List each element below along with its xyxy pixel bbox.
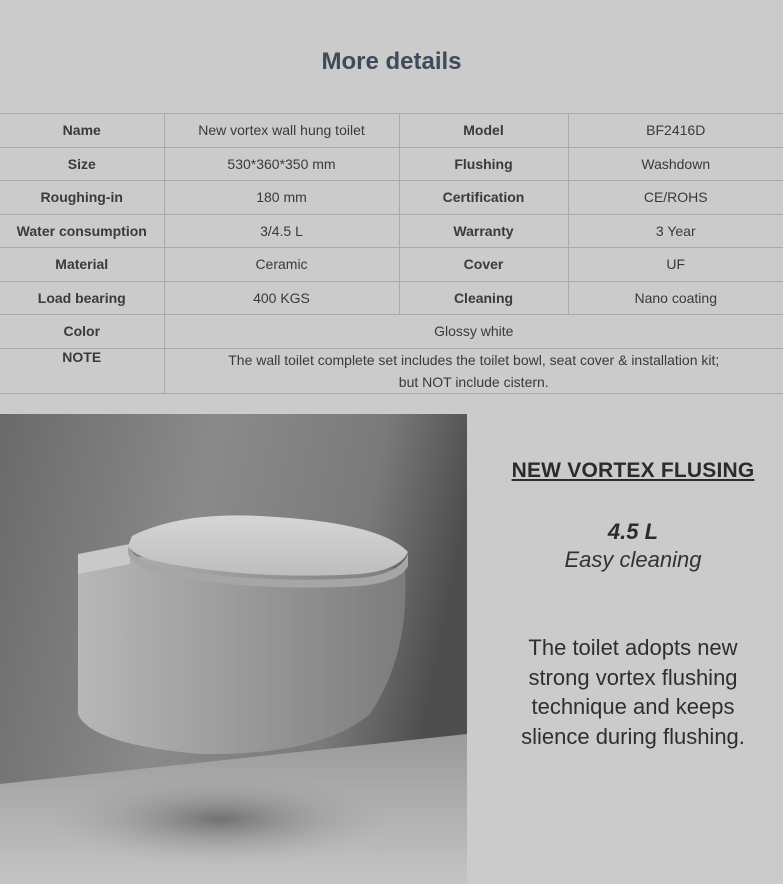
feature-desc-line: strong vortex flushing — [528, 664, 738, 690]
feature-desc-line: slience during flushing. — [521, 723, 745, 749]
spec-label: Cleaning — [399, 281, 568, 315]
table-row — [0, 214, 783, 248]
feature-description — [490, 633, 776, 751]
table-row — [0, 114, 783, 148]
spec-value: 3 Year — [568, 214, 783, 248]
spec-label: Model — [399, 114, 568, 148]
color-value: Glossy white — [164, 315, 783, 349]
note-value — [164, 348, 783, 393]
spec-label: Warranty — [399, 214, 568, 248]
spec-value: 3/4.5 L — [164, 214, 399, 248]
note-label: NOTE — [0, 348, 164, 393]
table-row-color — [0, 315, 783, 349]
feature-panel — [490, 414, 776, 751]
section-title: More details — [321, 48, 462, 75]
feature-heading: NEW VORTEX FLUSING — [511, 459, 755, 482]
product-photo — [0, 414, 467, 884]
feature-subtitle: Easy cleaning — [564, 547, 702, 572]
spec-value: UF — [568, 248, 783, 282]
table-row — [0, 248, 783, 282]
table-row — [0, 181, 783, 215]
spec-value: CE/ROHS — [568, 181, 783, 215]
color-label: Color — [0, 315, 164, 349]
spec-label: Size — [0, 147, 164, 181]
table-row-note — [0, 348, 783, 393]
spec-value: New vortex wall hung toilet — [164, 114, 399, 148]
feature-desc-line: technique and keeps — [531, 694, 735, 719]
spec-label: Name — [0, 114, 164, 148]
spec-label: Roughing-in — [0, 181, 164, 215]
spec-value: Nano coating — [568, 281, 783, 315]
feature-volume: 4.5 L — [607, 519, 659, 544]
spec-label: Material — [0, 248, 164, 282]
spec-label: Cover — [399, 248, 568, 282]
spec-label: Certification — [399, 181, 568, 215]
spec-value: Washdown — [568, 147, 783, 181]
note-line: but NOT include cistern. — [398, 373, 549, 390]
specs-table — [0, 113, 783, 394]
table-row — [0, 147, 783, 181]
spec-label: Flushing — [399, 147, 568, 181]
feature-desc-line: The toilet adopts new — [528, 635, 738, 660]
spec-label: Load bearing — [0, 281, 164, 315]
spec-value: BF2416D — [568, 114, 783, 148]
spec-value: 180 mm — [164, 181, 399, 215]
table-row — [0, 281, 783, 315]
spec-value: Ceramic — [164, 248, 399, 282]
spec-value: 530*360*350 mm — [164, 147, 399, 181]
spec-label: Water consumption — [0, 214, 164, 248]
spec-value: 400 KGS — [164, 281, 399, 315]
note-line: The wall toilet complete set includes the toilet bowl, seat cover & installation kit; — [228, 351, 720, 368]
